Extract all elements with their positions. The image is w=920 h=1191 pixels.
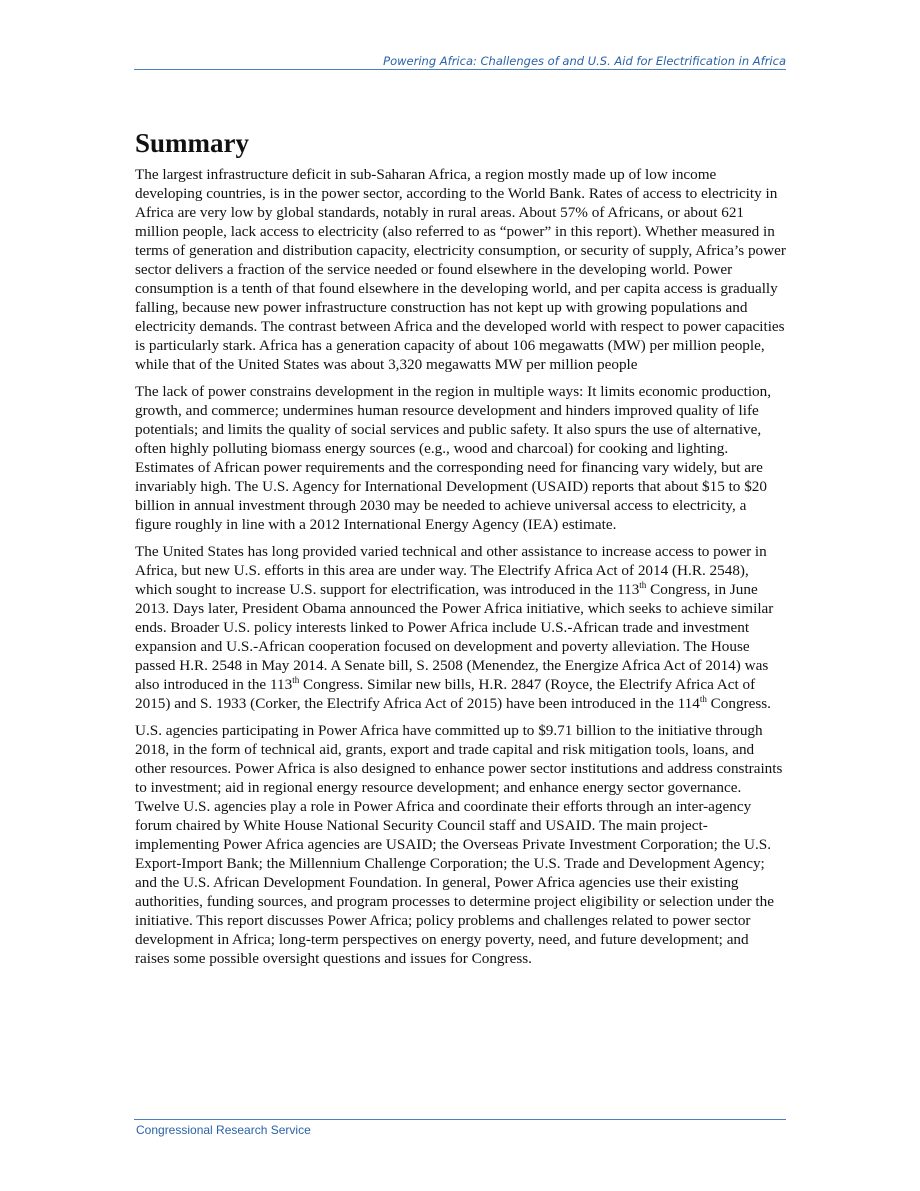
paragraph-text-segment: Congress. [706, 695, 771, 712]
header-divider [134, 69, 786, 70]
paragraph-text-segment: Congress. Similar new bills, H.R. 2847 (Royce, the Electrify Africa Act of 2015) and S. 1933 (Corker, the Electrify Africa Act of 2015) have been introduced in the 114 [135, 676, 756, 712]
paragraph-text-segment: Congress, in June 2013. Days later, President Obama announced the Power Africa initiative, which seeks to achieve similar ends. Broader U.S. policy interests linked to Power Africa include U.S.-African trade and investment expansion and U.S.-African cooperation focused on development and poverty alleviation. The House passed H.R. 2548 in May 2014. A Senate bill, S. 2508 (Menendez, the Energize Africa Act of 2014) was also introduced in the 113 [135, 581, 774, 693]
paragraph-power-deficit: The largest infrastructure deficit in sub-Saharan Africa, a region mostly made up of low income developing countries, is in the power sector, according to the World Bank. Rates of access to electricity in Africa are very low by global standards, notably in rural areas. About 57% of Africans, or about 621 million people, lack access to electricity (also referred to as “power” in this report). Whether measured in terms of generation and distribution capacity, electricity consumption, or security of supply, Africa’s power sector delivers a fraction of the service needed or found elsewhere in the developing world. Power consumption is a tenth of that found elsewhere in the developing world, and per capita access is gradually falling, because new power infrastructure construction has not kept up with growing populations and electricity demands. The contrast between Africa and the developed world with respect to power capacities is particularly stark. Africa has a generation capacity of about 106 megawatts (MW) per million people, while that of the United States was about 3,320 megawatts MW per million people [135, 166, 786, 373]
summary-section [135, 125, 786, 976]
ordinal-suffix: th [639, 579, 647, 590]
running-header: Powering Africa: Challenges of and U.S. Aid for Electrification in Africa [383, 54, 786, 68]
paragraph-text-segment: The United States has long provided varied technical and other assistance to increase access to power in Africa, but new U.S. efforts in this area are under way. The Electrify Africa Act of 2014 (H.R. 2548), which sought to increase U.S. support for electrification, was introduced in the 113 [135, 543, 767, 598]
running-footer: Congressional Research Service [136, 1123, 311, 1137]
paragraph-us-efforts [135, 542, 786, 713]
paragraph-agency-commitments: U.S. agencies participating in Power Africa have committed up to $9.71 billion to the initiative through 2018, in the form of technical aid, grants, export and trade capital and risk mitigation tools, loans, and other resources. Power Africa is also designed to enhance power sector institutions and address constraints to investment; aid in regional energy resource development; and enhance energy sector governance. Twelve U.S. agencies play a role in Power Africa and coordinate their efforts through an inter-agency forum chaired by White House National Security Council staff and USAID. The main project-implementing Power Africa agencies are USAID; the Overseas Private Investment Corporation; the U.S. Export-Import Bank; the Millennium Challenge Corporation; the U.S. Trade and Development Agency; and the U.S. African Development Foundation. In general, Power Africa agencies use their existing authorities, funding sources, and program processes to determine project eligibility or selection under the initiative. This report discusses Power Africa; policy problems and challenges related to power sector development in Africa; long-term perspectives on energy poverty, need, and future development; and raises some possible oversight questions and issues for Congress. [135, 722, 783, 967]
footer-divider [134, 1119, 786, 1120]
ordinal-suffix: th [292, 674, 300, 685]
section-heading: Summary [135, 128, 249, 158]
paragraph-development-constraints: The lack of power constrains development in the region in multiple ways: It limits economic production, growth, and commerce; undermines human resource development and hinders improved quality of life potentials; and limits the quality of social services and public safety. It also spurs the use of alternative, often highly polluting biomass energy sources (e.g., wood and charcoal) for cooking and lighting. Estimates of African power requirements and the corresponding need for financing vary widely, but are invariably high. The U.S. Agency for International Development (USAID) reports that about $15 to $20 billion in annual investment through 2030 may be needed to achieve universal access to electricity, a figure roughly in line with a 2012 International Energy Agency (IEA) estimate. [135, 383, 772, 533]
ordinal-suffix: th [699, 693, 707, 704]
